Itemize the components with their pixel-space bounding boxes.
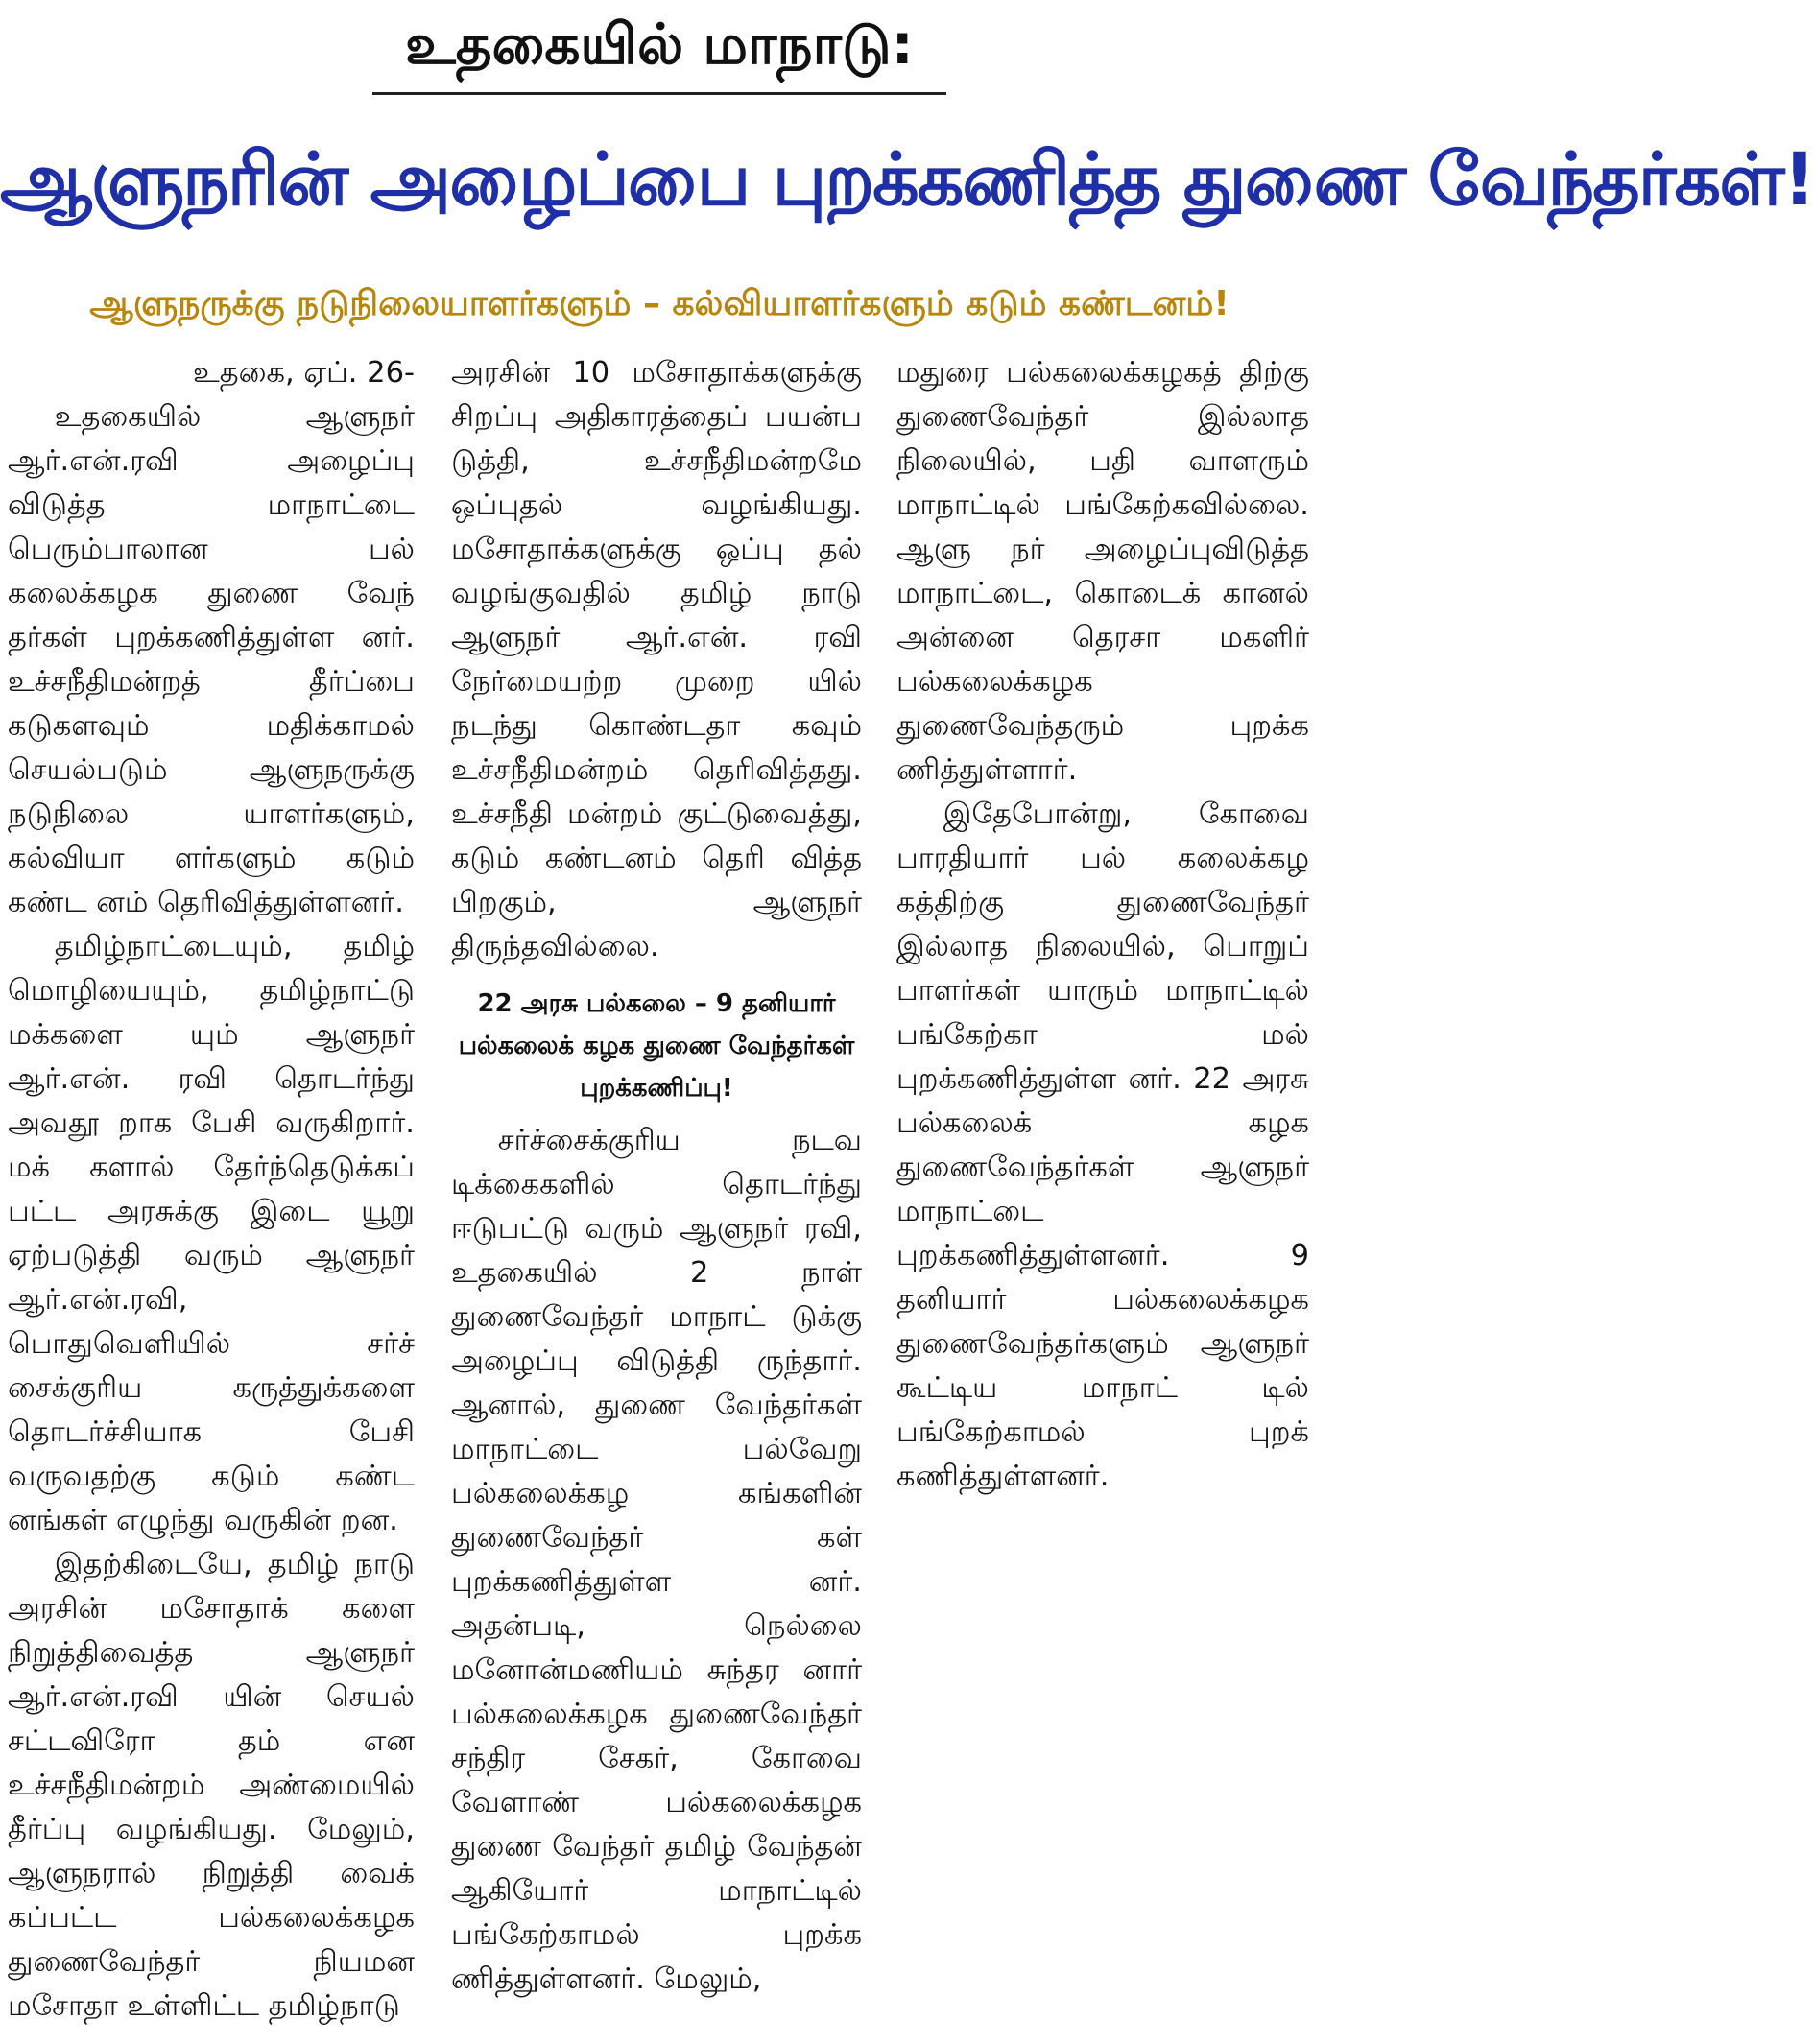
headline: ஆளுநரின் அழைப்பை புறக்கணித்த துணை வேந்தர்கள்!: [0, 136, 1814, 222]
article-paragraph-3-continued: அரசின் 10 மசோதாக்களுக்கு சிறப்பு அதிகாரத்தைப் பயன்ப டுத்தி, உச்சநீதிமன்றமே ஒப்புதல் வழங்கியது. மசோதாக்களுக்கு ஒப்பு தல் வழங்குவதில் தமிழ் நாடு ஆளுநர் ஆர்.என். ரவி நேர்மையற்ற முறை யில் நடந்து கொண்டதா கவும் உச்சநீதிமன்றம் தெரிவித்தது. உச்சநீதி மன்றம் குட்டுவைத்து, கடும் கண்டனம் தெரி வித்த பிறகும், ஆளுநர் திருந்தவில்லை.: [451, 356, 862, 963]
kicker-underline: [372, 92, 946, 95]
article-paragraph-1: உதகையில் ஆளுநர் ஆர்.என்.ரவி அழைப்பு விடுத்த மாநாட்டை பெரும்பாலான பல் கலைக்கழக துணை வேந் தர்கள் புறக்கணித்துள்ள னர். உச்சநீதிமன்றத் தீர்ப்பை கடுகளவும் மதிக்காமல் செயல்படும் ஆளுநருக்கு நடுநிலை யாளர்களும், கல்வியா ளர்களும் கடும் கண்ட னம் தெரிவித்துள்ளனர்.: [8, 400, 415, 919]
article-column-2: [451, 351, 862, 2040]
article-paragraph-4-continued: மதுரை பல்கலைக்கழகத் திற்கு துணைவேந்தர் இல்லாத நிலையில், பதி வாளரும் மாநாட்டில் பங்கேற்கவில்லை. ஆளு நர் அழைப்புவிடுத்த மாநாட்டை, கொடைக் கானல் அன்னை தெரசா மகளிர் பல்கலைக்கழக துணைவேந்தரும் புறக்க ணித்துள்ளார்.: [896, 356, 1309, 787]
article-paragraph-5: இதேபோன்று, கோவை பாரதியார் பல் கலைக்கழ கத்திற்கு துணைவேந்தர் இல்லாத நிலையில், பொறுப் பாளர்கள் யாரும் மாநாட்டில் பங்கேற்கா மல் புறக்கணித்துள்ள னர். 22 அரசு பல்கலைக் கழக துணைவேந்தர்கள் ஆளுநர் மாநாட்டை புறக்கணித்துள்ளனர். 9 தனியார் பல்கலைக்கழக துணைவேந்தர்களும் ஆளுநர் கூட்டிய மாநாட் டில் பங்கேற்காமல் புறக் கணித்துள்ளனர்.: [896, 797, 1309, 1493]
article-paragraph-2: தமிழ்நாட்டையும், தமிழ் மொழியையும், தமிழ்நாட்டு மக்களை யும் ஆளுநர் ஆர்.என். ரவி தொடர்ந்து அவதூ றாக பேசி வருகிறார். மக் களால் தேர்ந்தெடுக்கப் பட்ட அரசுக்கு இடை யூறு ஏற்படுத்தி வரும் ஆளுநர் ஆர்.என்.ரவி, பொதுவெளியில் சர்ச் சைக்குரிய கருத்துக்களை தொடர்ச்சியாக பேசி வருவதற்கு கடும் கண்ட னங்கள் எழுந்து வருகின் றன.: [8, 930, 415, 1537]
article-column-3: [896, 351, 1309, 2040]
article-paragraph-3: இதற்கிடையே, தமிழ் நாடு அரசின் மசோதாக் களை நிறுத்திவைத்த ஆளுநர் ஆர்.என்.ரவி யின் செயல் சட்டவிரோ தம் என உச்சநீதிமன்றம் அண்மையில் தீர்ப்பு வழங்கியது. மேலும், ஆளுநரால் நிறுத்தி வைக் கப்பட்ட பல்கலைக்கழக துணைவேந்தர் நியமன மசோதா உள்ளிட்ட தமிழ்நாடு: [8, 1548, 415, 2023]
subheadline: ஆளுநருக்கு நடுநிலையாளர்களும் – கல்வியாளர்களும் கடும் கண்டனம்!: [89, 284, 1229, 323]
article-paragraph-4: சர்ச்சைக்குரிய நடவ டிக்கைகளில் தொடர்ந்து ஈடுபட்டு வரும் ஆளுநர் ரவி, உதகையில் 2 நாள் துணைவேந்தர் மாநாட் டுக்கு அழைப்பு விடுத்தி ருந்தார். ஆனால், துணை வேந்தர்கள் மாநாட்டை பல்வேறு பல்கலைக்கழ கங்களின் துணைவேந்தர் கள் புறக்கணித்துள்ள னர். அதன்படி, நெல்லை மனோன்மணியம் சுந்தர னார் பல்கலைக்கழக துணைவேந்தர் சந்திர சேகர், கோவை வேளாண் பல்கலைக்கழக துணை வேந்தர் தமிழ் வேந்தன் ஆகியோர் மாநாட்டில் பங்கேற்காமல் புறக்க ணித்துள்ளனர். மேலும்,: [451, 1124, 862, 1996]
dateline: உதகை, ஏப். 26-: [193, 356, 415, 390]
article-column-1: [8, 351, 415, 2040]
kicker-title: உதகையில் மாநாடு:: [405, 12, 914, 77]
section-subheading: 22 அரசு பல்கலை – 9 தனியார் பல்கலைக் கழக துணை வேந்தர்கள் புறக்கணிப்பு!: [458, 989, 855, 1103]
